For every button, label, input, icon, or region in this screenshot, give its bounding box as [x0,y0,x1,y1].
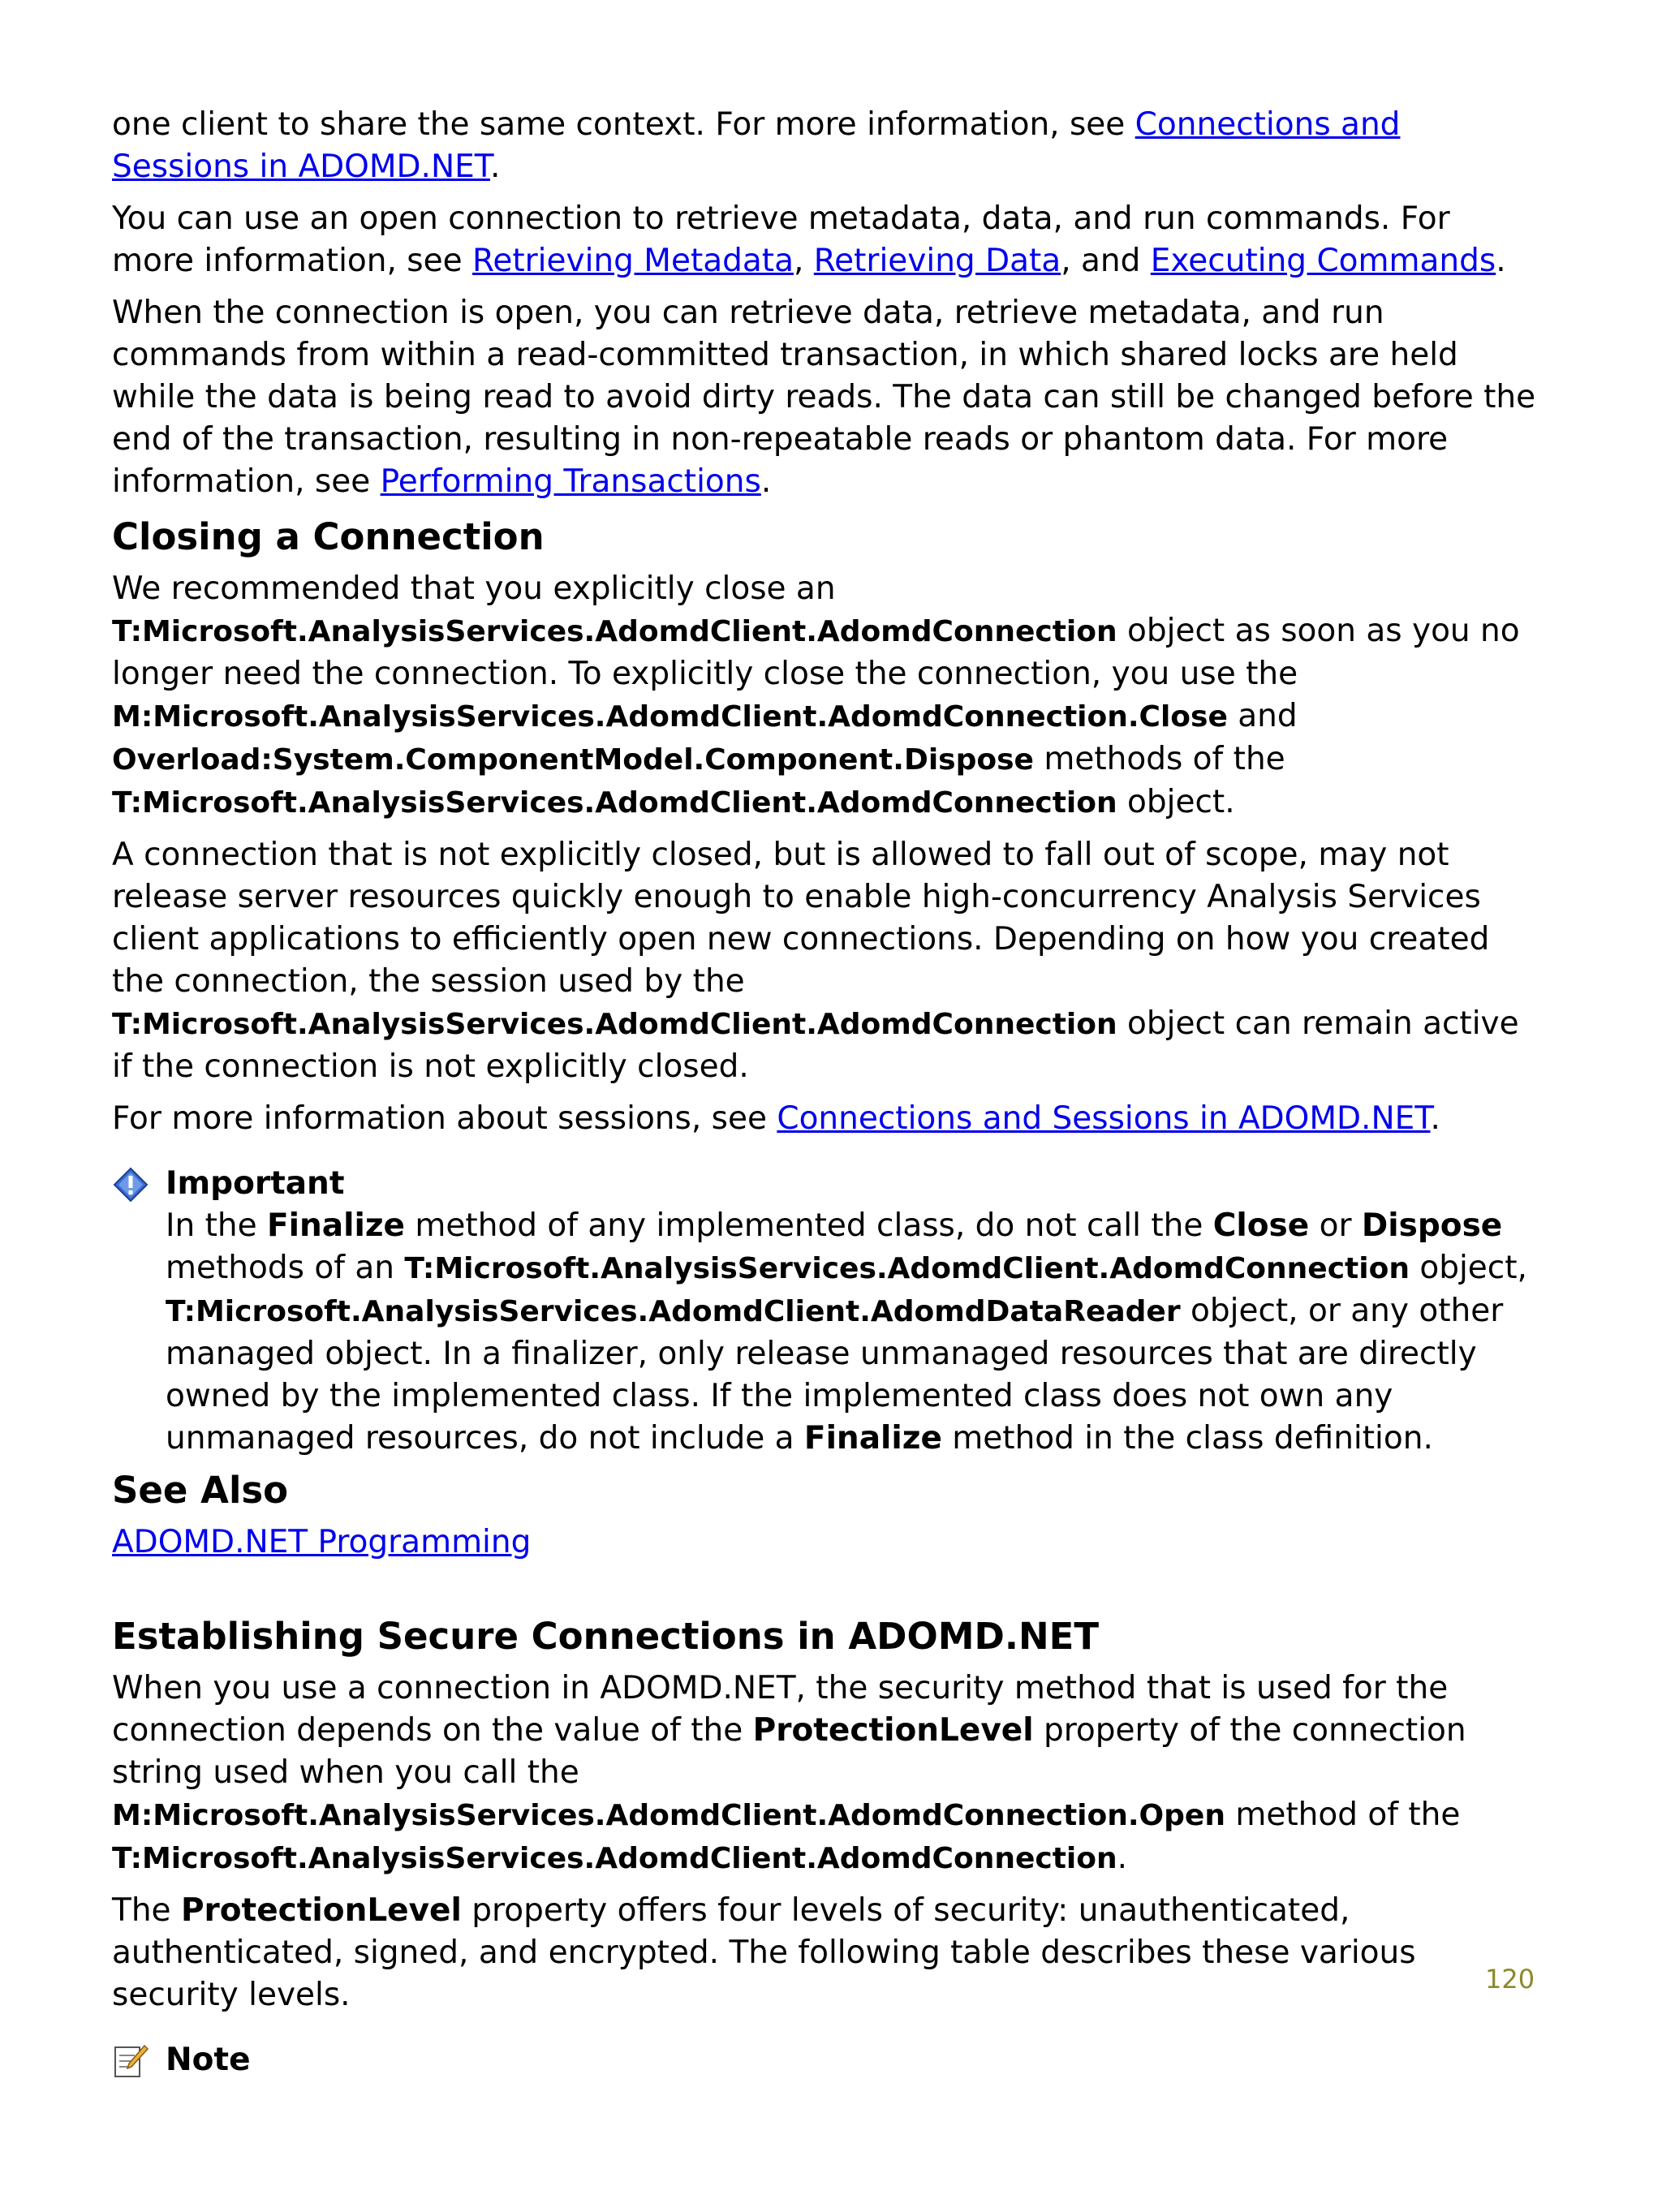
paragraph-protection-level: When you use a connection in ADOMD.NET, the security method that is used for the connection depends on the value of the ProtectionLevel property of the connection string used when you call the M:Microsoft.AnalysisServices.AdomdClient.AdomdConnection.Open method of the T:Microsoft.AnalysisServices.AdomdClient.AdomdConnection. [112,1670,1466,1876]
code-ref: T:Microsoft.AnalysisServices.AdomdClient.AdomdConnection [112,1842,1117,1875]
link-connections-sessions-2[interactable]: Connections and Sessions in ADOMD.NET [777,1100,1431,1137]
paragraph-open-connection: You can use an open connection to retrieve metadata, data, and run commands. For more information, see Retrieving Metadata, Retrieving Data, and Executing Commands. [112,200,1506,279]
heading-closing-connection: Closing a Connection [112,515,545,558]
paragraph-transaction: When the connection is open, you can retrieve data, retrieve metadata, and run commands from within a read-committed transaction, in which shared locks are held while the data is being read to avoid dirty reads. The data can still be changed before the end of the transaction, resulting in non-repeatable reads or phantom data. For more information, see Performing Transactions. [112,295,1536,500]
important-callout [112,1163,1540,1460]
link-retrieving-metadata[interactable]: Retrieving Metadata [472,243,794,279]
page-number: 120 [1485,1964,1535,1995]
link-performing-transactions[interactable]: Performing Transactions [380,463,761,500]
code-ref: T:Microsoft.AnalysisServices.AdomdClient.AdomdConnection [112,786,1117,820]
paragraph-scope: A connection that is not explicitly closed, but is allowed to fall out of scope, may not release server resources quickly enough to enable high-concurrency Analysis Services client applications to efficiently open new connections. Depending on how you created the connection, the session used by the T:Microsoft.AnalysisServices.AdomdClient.AdomdConnection object can remain active if the connection is not explicitly closed. [112,837,1519,1085]
paragraph-security-levels: The ProtectionLevel property offers four levels of security: unauthenticated, authenticated, signed, and encrypted. The following table describes these various security levels. [112,1892,1416,2013]
code-ref: T:Microsoft.AnalysisServices.AdomdClient.AdomdConnection [112,615,1117,648]
link-executing-commands[interactable]: Executing Commands [1150,243,1496,279]
important-title: Important [166,1165,345,1202]
important-body: In the Finalize method of any implemented class, do not call the Close or Dispose methods of an T:Microsoft.AnalysisServices.AdomdClient.AdomdConnection object, T:Microsoft.AnalysisServices.AdomdClient.AdomdDataReader object, or any other managed object. In a finalizer, only release unmanaged resources that are directly owned by the implemented class. If the implemented class does not own any unmanaged resources, do not include a Finalize method in the class definition. [166,1207,1527,1457]
code-ref: T:Microsoft.AnalysisServices.AdomdClient.AdomdConnection [404,1252,1410,1285]
note-pencil-icon [112,2042,149,2080]
important-diamond-icon [112,1166,149,1203]
link-connections-sessions[interactable]: Connections and Sessions in ADOMD.NET [112,106,1401,185]
see-also-list [112,1521,1540,1564]
paragraph-sessions: For more information about sessions, see Connections and Sessions in ADOMD.NET. [112,1100,1440,1137]
heading-secure-connections: Establishing Secure Connections in ADOMD.NET [112,1615,1100,1658]
code-ref: M:Microsoft.AnalysisServices.AdomdClient.AdomdConnection.Close [112,700,1228,734]
code-ref: Overload:System.ComponentModel.Component.Dispose [112,743,1034,777]
code-ref: T:Microsoft.AnalysisServices.AdomdClient.AdomdDataReader [166,1295,1181,1328]
code-ref: M:Microsoft.AnalysisServices.AdomdClient.AdomdConnection.Open [112,1799,1225,1832]
heading-see-also: See Also [112,1469,289,1512]
link-retrieving-data[interactable]: Retrieving Data [813,243,1061,279]
note-title: Note [166,2042,251,2078]
code-ref: T:Microsoft.AnalysisServices.AdomdClient.AdomdConnection [112,1008,1117,1041]
page-content [112,104,1540,2088]
paragraph-close-explicitly: We recommended that you explicitly close an T:Microsoft.AnalysisServices.AdomdClient.AdomdConnection object as soon as you no longer need the connection. To explicitly close the connection, you use the M:Microsoft.AnalysisServices.AdomdClient.AdomdConnection.Close and Overload:System.ComponentModel.Component.Dispose methods of the T:Microsoft.AnalysisServices.AdomdClient.AdomdConnection object. [112,570,1520,820]
paragraph-context: one client to share the same context. For more information, see Connections and Sessions in ADOMD.NET. [112,106,1401,185]
note-callout [112,2039,1540,2081]
link-adomd-programming[interactable]: ADOMD.NET Programming [112,1524,532,1560]
